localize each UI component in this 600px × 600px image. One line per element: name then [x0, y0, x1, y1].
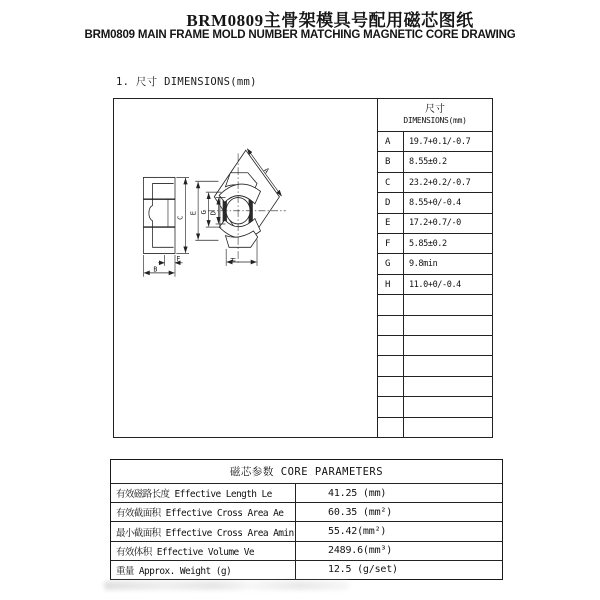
page-title-zh: BRM0809主骨架模具号配用磁芯图纸	[186, 11, 474, 30]
dim-label-C: C	[176, 215, 185, 220]
dim-label-A: A	[261, 165, 272, 176]
table-row-empty	[378, 336, 492, 356]
dimensions-header-zh: 尺寸	[425, 104, 445, 115]
dim-value: 17.2+0.7/-0	[409, 218, 461, 229]
table-row	[111, 561, 502, 579]
technical-drawing	[114, 99, 379, 439]
table-row	[378, 132, 492, 152]
core-parameters-table	[110, 459, 503, 580]
table-row	[378, 275, 492, 295]
param-value: 55.42(mm²)	[328, 526, 387, 537]
side-view	[143, 177, 175, 253]
dimensions-header-en: DIMENSIONS(mm)	[403, 116, 467, 125]
section-label: 1. 尺寸 DIMENSIONS(mm)	[116, 76, 257, 88]
dim-key: A	[378, 132, 404, 151]
table-row-empty	[378, 295, 492, 315]
page-title-en: BRM0809 MAIN FRAME MOLD NUMBER MATCHING MAGNETIC CORE DRAWING	[84, 29, 516, 41]
table-row-empty	[378, 418, 492, 437]
table-row	[378, 173, 492, 193]
dim-label-D: D	[209, 210, 218, 216]
param-label: 有效截面积 Effective Cross Area Ae	[111, 503, 296, 521]
table-row	[378, 234, 492, 254]
param-value: 12.5 (g/set)	[328, 564, 398, 576]
table-row	[378, 214, 492, 234]
dim-label-E: E	[188, 210, 198, 216]
print-artifact	[104, 581, 349, 590]
table-row	[378, 152, 492, 172]
drawing-frame	[113, 98, 493, 438]
dim-value: 5.85±0.2	[409, 238, 447, 249]
dim-label-B: B	[153, 263, 158, 274]
table-row	[378, 254, 492, 274]
table-row-empty	[378, 316, 492, 336]
param-value: 2489.6(mm³)	[328, 545, 393, 557]
dim-label-H: H	[228, 257, 238, 262]
dim-value: 9.8min	[409, 259, 438, 270]
table-row-empty	[378, 377, 492, 397]
dim-key: C	[378, 173, 404, 192]
table-row	[111, 542, 502, 561]
dimensions-table-header	[378, 99, 492, 132]
dim-label-F: F	[176, 253, 181, 264]
dim-key: B	[378, 152, 404, 171]
dimensions-table	[377, 99, 492, 437]
dim-value: 11.0+0/-0.4	[409, 279, 461, 290]
table-row	[111, 503, 502, 522]
param-value: 41.25 (mm)	[328, 487, 387, 499]
dim-value: 8.55±0.2	[409, 157, 447, 168]
table-row	[378, 193, 492, 213]
dim-key: D	[378, 193, 404, 212]
dim-key: F	[378, 234, 404, 253]
dim-label-G: G	[199, 210, 208, 215]
param-label: 最小截面积 Effective Cross Area Amin	[111, 522, 296, 540]
dim-key: E	[378, 214, 404, 233]
table-row-empty	[378, 356, 492, 376]
table-row	[111, 522, 502, 541]
param-value: 60.35 (mm²)	[328, 506, 393, 518]
dim-value: 8.55+0/-0.4	[409, 197, 461, 208]
dim-value: 23.2+0.2/-0.7	[409, 177, 471, 188]
core-parameters-title: 磁芯参数 CORE PARAMETERS	[111, 460, 502, 484]
front-view	[214, 150, 279, 247]
dim-key: H	[378, 275, 404, 294]
table-row	[111, 484, 502, 503]
dim-value: 19.7+0.1/-0.7	[409, 136, 471, 147]
param-label: 有效体积 Effective Volume Ve	[111, 542, 296, 560]
table-row-empty	[378, 397, 492, 417]
dim-key: G	[378, 254, 404, 273]
param-label: 有效磁路长度 Effective Length Le	[111, 484, 296, 502]
param-label: 重量 Approx. Weight (g)	[111, 561, 296, 579]
